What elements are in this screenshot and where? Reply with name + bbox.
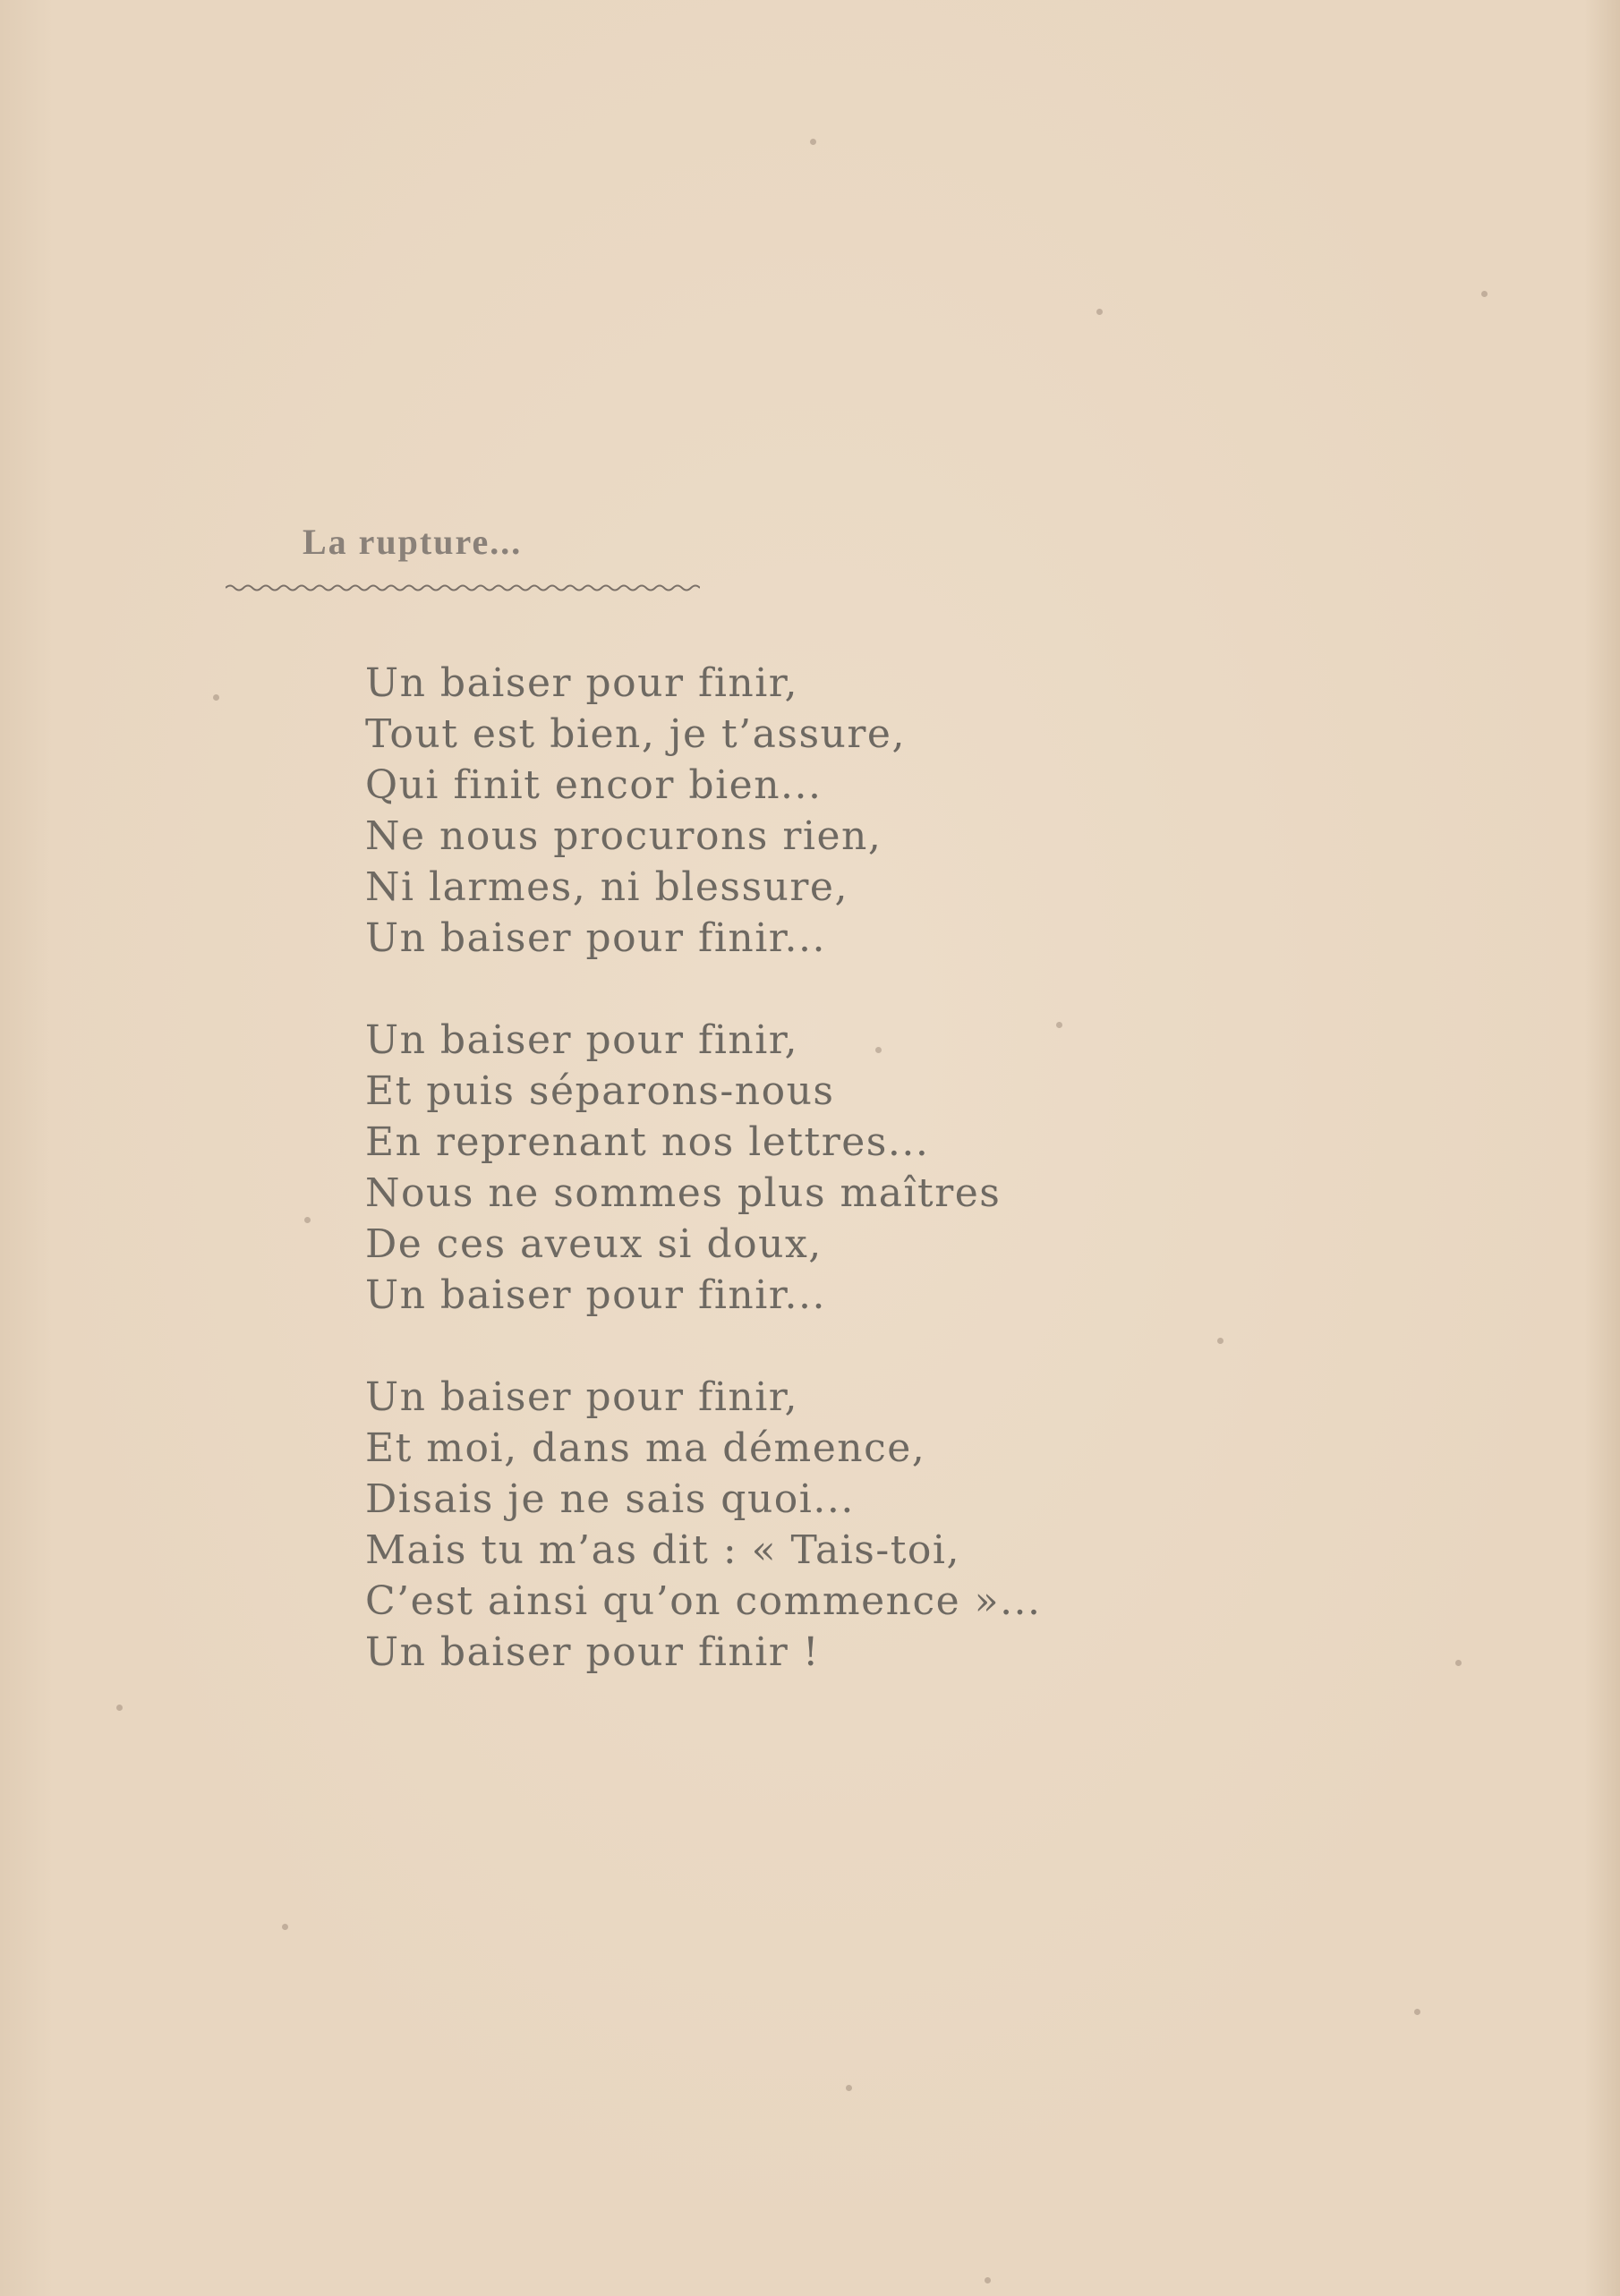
paper-speck — [1096, 309, 1103, 315]
verse-line: En reprenant nos lettres... — [365, 1119, 930, 1165]
verse-line: Ni larmes, ni blessure, — [365, 864, 848, 910]
paper-speck — [213, 694, 219, 701]
verse-line: Ne nous procurons rien, — [365, 813, 882, 859]
paper-speck — [1056, 1022, 1062, 1028]
stanza-2 — [365, 1015, 1171, 1321]
paper-speck — [1414, 2009, 1420, 2015]
paper-speck — [1217, 1338, 1224, 1344]
paper-speck — [282, 1924, 288, 1930]
stanza-1 — [365, 658, 1171, 964]
verse-line: Un baiser pour finir, — [365, 1017, 798, 1063]
verse-line: Et moi, dans ma démence, — [365, 1425, 926, 1471]
verse-line: Tout est bien, je t’assure, — [365, 711, 906, 757]
stanza-3 — [365, 1372, 1171, 1678]
paper-speck — [846, 2085, 852, 2091]
paper-speck — [1455, 1660, 1462, 1666]
verse-line: Nous ne sommes plus maîtres — [365, 1170, 1002, 1216]
verse-line: Un baiser pour finir... — [365, 915, 826, 961]
paper-speck — [985, 2277, 991, 2283]
verse-line: C’est ainsi qu’on commence »... — [365, 1578, 1042, 1624]
poem-title: La rupture... — [303, 522, 523, 562]
paper-speck — [810, 139, 816, 145]
verse-line: Qui finit encor bien... — [365, 762, 823, 808]
verse-line: De ces aveux si doux, — [365, 1221, 823, 1267]
poem-body — [365, 658, 1171, 1729]
verse-line: Et puis séparons-nous — [365, 1068, 835, 1114]
decorative-wavy-rule — [226, 582, 700, 594]
verse-line: Un baiser pour finir, — [365, 660, 798, 706]
paper-speck — [1481, 291, 1488, 297]
verse-line: Un baiser pour finir, — [365, 1374, 798, 1420]
verse-line: Disais je ne sais quoi... — [365, 1476, 855, 1522]
verse-line: Mais tu m’as dit : « Tais-toi, — [365, 1527, 960, 1573]
verse-line: Un baiser pour finir ! — [365, 1629, 820, 1675]
paper-speck — [875, 1047, 882, 1053]
paper-speck — [116, 1705, 123, 1711]
paper-speck — [304, 1217, 311, 1223]
verse-line: Un baiser pour finir... — [365, 1272, 826, 1318]
